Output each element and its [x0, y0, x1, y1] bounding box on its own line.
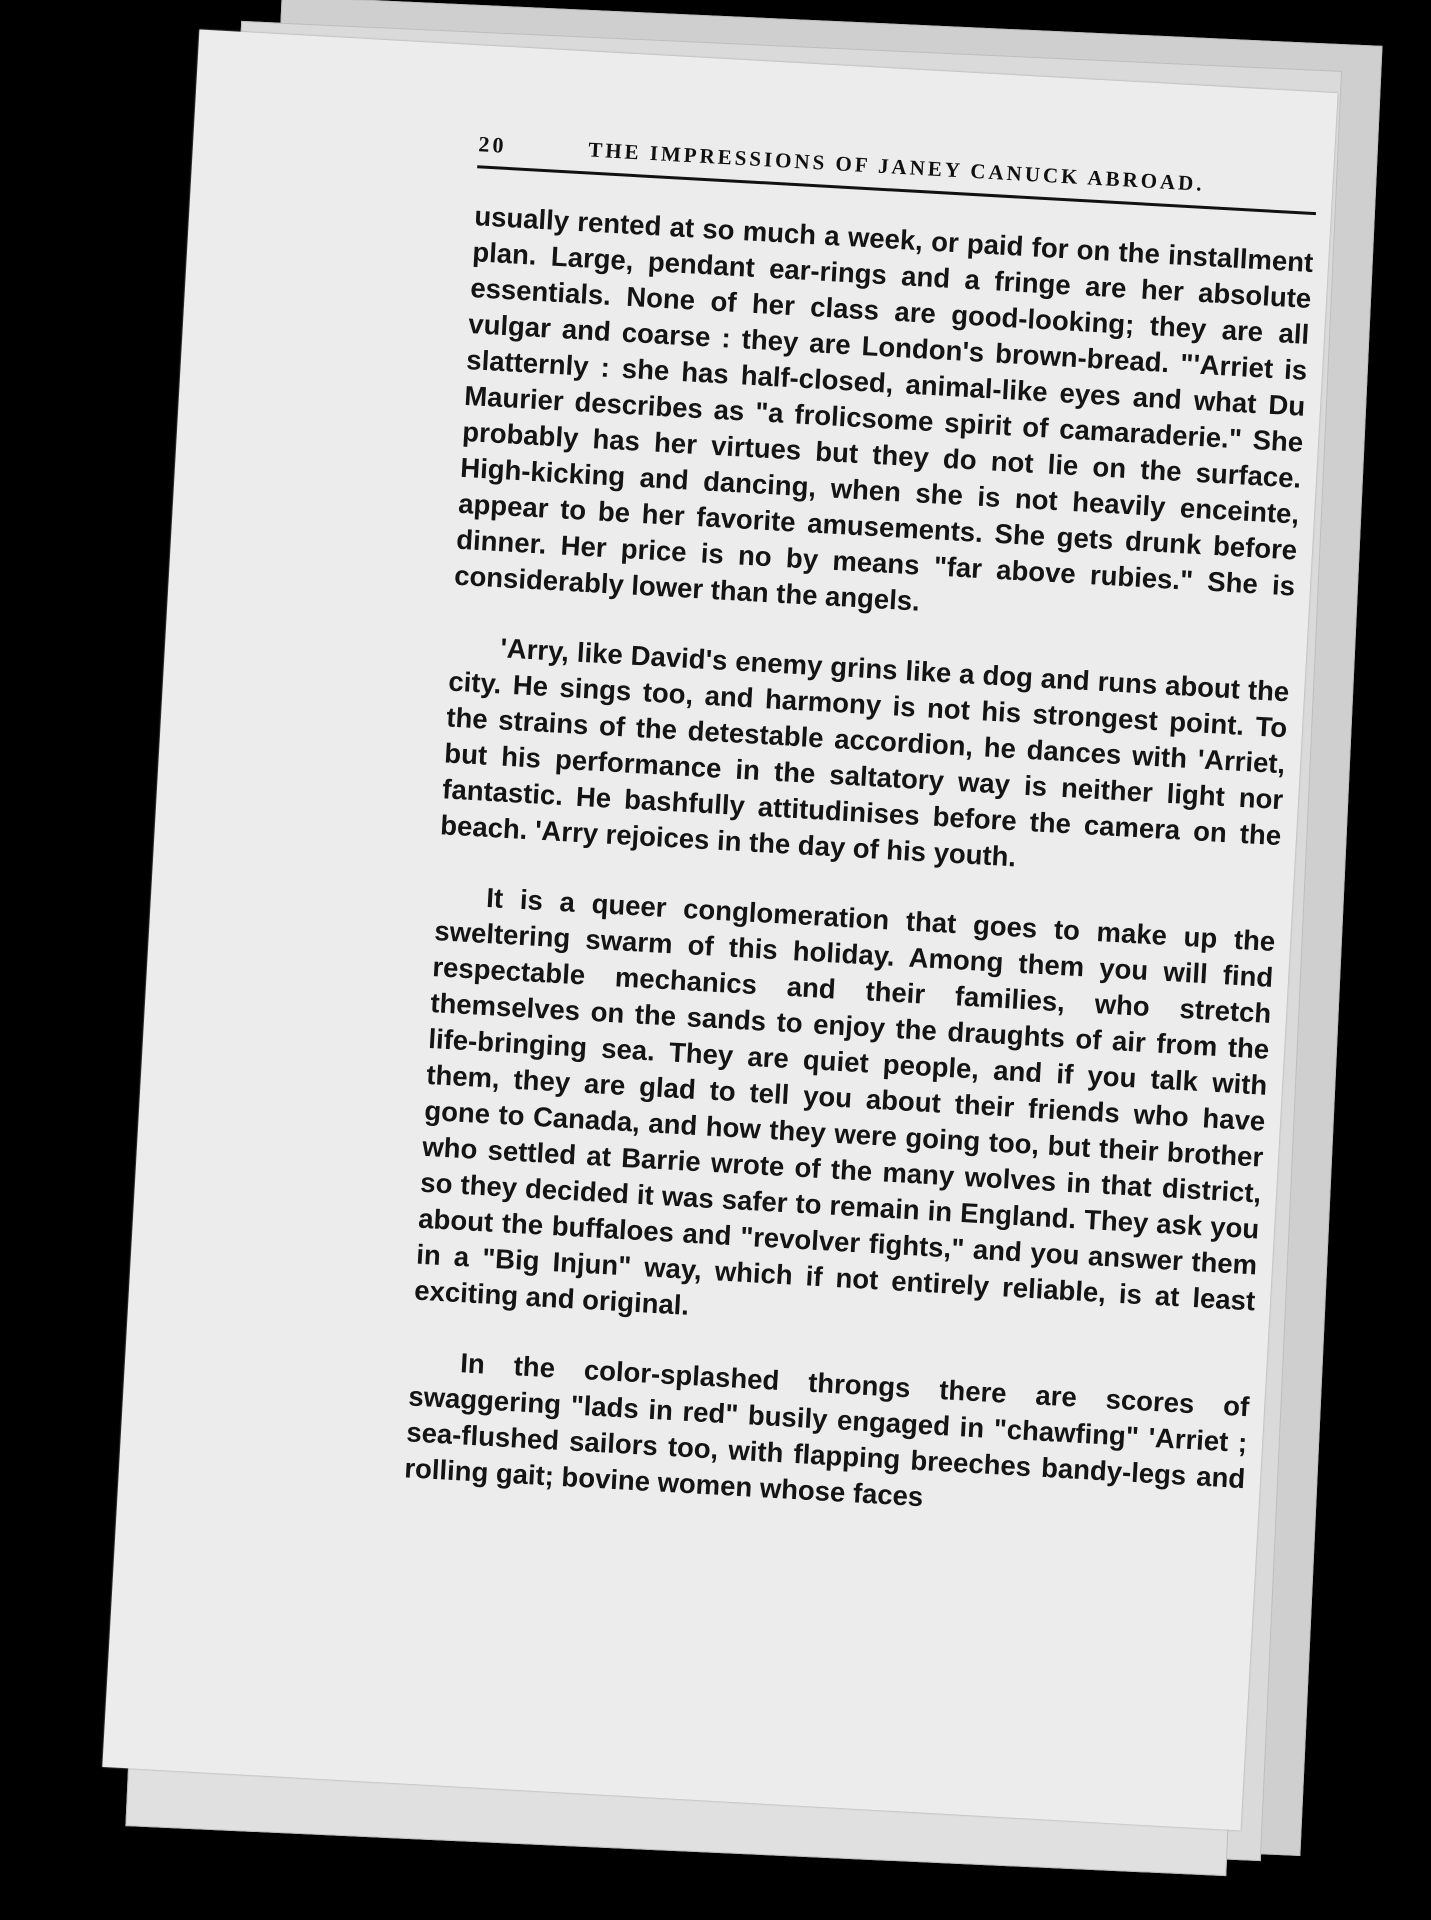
paragraph: It is a queer conglomeration that goes to make up the sweltering swarm of this holiday. Among them you will find respectable mechanics and their families, who stretch themselves on the sands to enjoy the draughts of air from the life-bringing sea. They are quiet people, and if you talk with them, they are glad to tell you about their friends who have gone to Canada, and how they were going too, but their brother who settled at Barrie wrote of the many wolves in that district, so they decided it was safer to remain in England. They ask you about the buffaloes and "revolver fights," and you answer them in a "Big Injun" way, which if not entirely reliable, is at least exciting and original. [413, 881, 1277, 1321]
page-content [402, 125, 1319, 1567]
running-head [477, 125, 1318, 215]
paragraph: 'Arry, like David's enemy grins like a dog and runs about the city. He sings too, and harmony is not his strongest point. To the strains of the detestable accordion, he dances with 'Arriet, but his performance in the saltatory way is neither light nor fantastic. He bashfully attitudinises before the camera on the beach. 'Arry rejoices in the day of his youth. [439, 632, 1291, 873]
running-title: THE IMPRESSIONS OF JANEY CANUCK ABROAD. [587, 137, 1206, 196]
body-text [403, 198, 1314, 1533]
paragraph: In the color-splashed throngs there are scores of swaggering "lads in red" busily engaged in "chawfing" 'Arriet ; sea-flushed sailors too, with flapping breeches bandy-legs and rolling gait; bovine women whose faces [403, 1347, 1251, 1513]
page-number: 20 [477, 131, 508, 158]
paragraph: usually rented at so much a week, or paid for on the installment plan. Large, pendant ear-rings and a fringe are her absolute essentials. None of her class are good-looking; they are all vulgar and coarse : they are London's brown-bread. "'Arriet is slatternly : she has half-closed, animal-like eyes and what Du Maurier describes as "a frolicsome spirit of camaraderie." She probably has her virtues but they do not lie on the surface. High-kicking and dancing, when she is not heavily enceinte, appear to be her favorite amusements. She gets drunk before dinner. Her price is no by means "far above rubies." She is considerably lower than the angels. [453, 200, 1315, 617]
book-page [102, 30, 1337, 1831]
